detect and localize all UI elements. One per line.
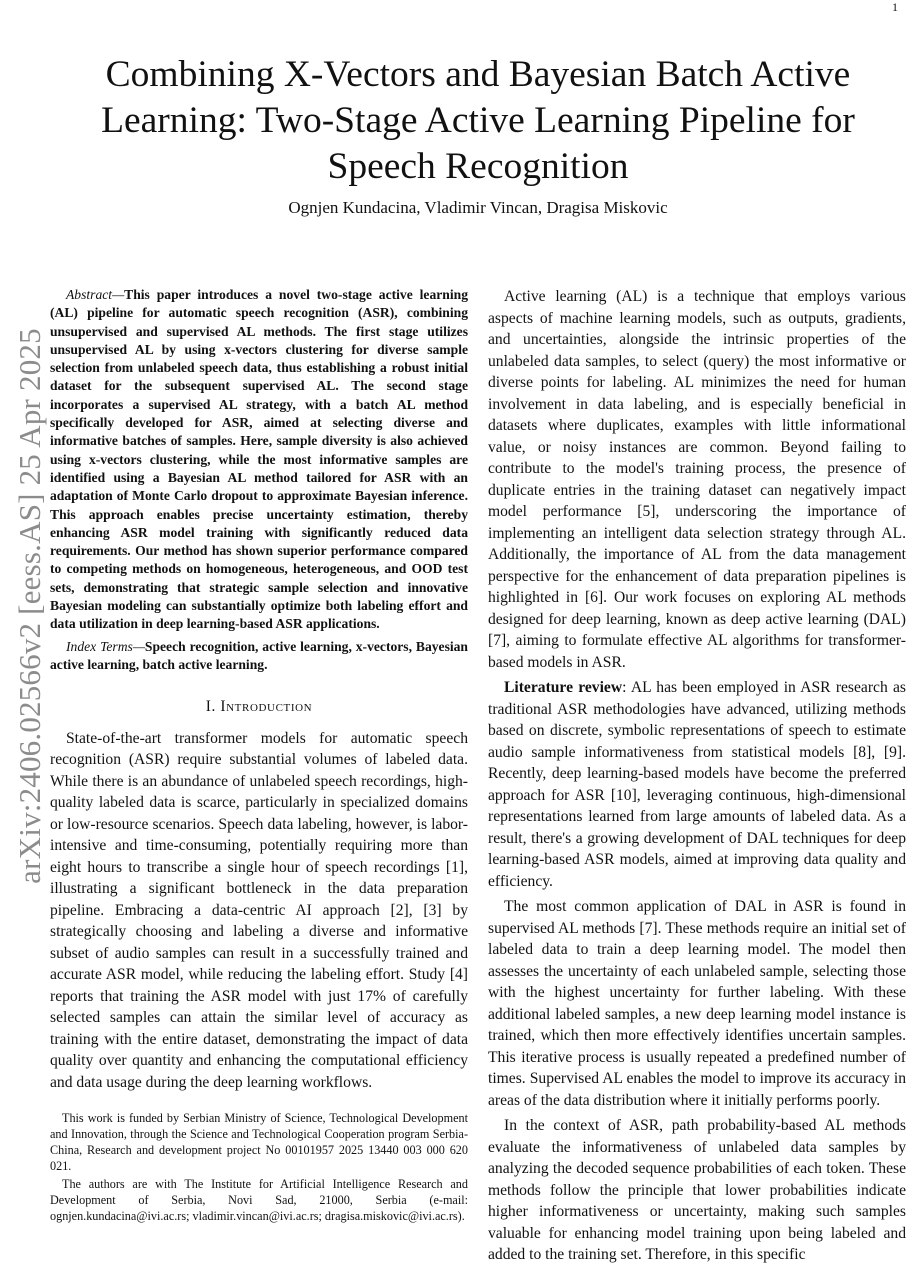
index-terms [50, 638, 468, 675]
left-column [50, 286, 468, 1225]
body-paragraph-supervised-al: The most common application of DAL in ASR is found in supervised AL methods [7]. These methods require an initial set of labeled data to train a deep learning model. The model then assesses the uncertainty of each unlabeled sample, selecting those with the highest uncertainty for further labeling. With these additional labeled samples, a new deep learning model instance is trained, which then more effectively identifies uncertain samples. This iterative process is usually repeated a predefined number of times. Supervised AL enables the model to improve its accuracy in areas of the data distribution where it initially performs poorly. [488, 898, 906, 1109]
index-terms-label: Index Terms— [66, 638, 145, 654]
literature-review-label: Literature review [504, 679, 623, 696]
index-terms-text: Speech recognition, active learning, x-vectors, Bayesian active learning, batch active learning. [50, 638, 468, 672]
right-column [488, 286, 906, 1266]
author-list: Ognjen Kundacina, Vladimir Vincan, Dragisa Miskovic [288, 198, 668, 217]
literature-review-text: : AL has been employed in ASR research as traditional ASR methodologies have advanced, utilizing methods based on discrete, symbolic representations of speech to estimate audio sample informativeness from statistical models [8], [9]. Recently, deep learning-based models have become the preferred approach for ASR [10], leveraging continuous, high-dimensional representations learned from large amounts of labeled data. As a result, there's a growing development of DAL techniques for deep learning-based ASR models, aimed at improving data quality and efficiency. [488, 679, 906, 890]
body-paragraph-literature-review [488, 677, 906, 892]
abstract-label: Abstract— [66, 287, 125, 302]
arxiv-identifier-stamp: arXiv:2406.02566v2 [eess.AS] 25 Apr 2025 [12, 328, 47, 884]
page-number: 1 [892, 0, 898, 14]
intro-paragraph: State-of-the-art transformer models for automatic speech recognition (ASR) require substantial volumes of labeled data. While there is an abundance of unlabeled speech recordings, high-quality labeled data is scarce, particularly in specialized domains or low-resource scenarios. Speech data labeling, however, is labor-intensive and time-consuming, potentially requiring more than eight hours to transcribe a single hour of speech recordings [1], illustrating a significant bottleneck in the data preparation pipeline. Embracing a data-centric AI approach [2], [3] by strategically choosing and labeling a diverse and informative subset of audio samples can result in a successfully trained and accurate ASR model, while reducing the labeling effort. Study [4] reports that training the ASR model with just 17% of carefully selected samples can attain the similar level of accuracy as training with the entire dataset, demonstrating the impact of data quality over quantity and enhancing the computational efficiency and data usage during the deep learning workflows. [50, 729, 468, 1091]
abstract [50, 286, 468, 634]
body-paragraph-active-learning: Active learning (AL) is a technique that employs various aspects of machine learning models, such as outputs, gradients, and uncertainties, alongside the intrinsic properties of the unlabeled data samples, to select (query) the most informative or diverse points for labeling. AL minimizes the need for human involvement in data labeling, and is especially beneficial in datasets where duplicates, examples with little informational value, or noisy instances are common. Beyond failing to contribute to the model's training process, the presence of duplicate entries in the training dataset can negatively impact model performance [5], underscoring the importance of implementing an intelligent data selection strategy through AL. Additionally, the importance of AL from the data management perspective for the enhancement of data preparation pipelines is highlighted in [6]. Our work focuses on exploring AL methods designed for deep learning, known as deep active learning (DAL) [7], aiming to formulate effective AL algorithms for transformer-based models in ASR. [488, 288, 906, 671]
body-paragraph-path-probability: In the context of ASR, path probability-based AL methods evaluate the informativeness of unlabeled data samples by analyzing the decoded sequence probabilities of each token. These methods follow the principle that lower probabilities indicate higher informativeness or uncertainty, making such samples valuable for enhancing model training upon being labeled and added to the training set. Therefore, in this specific [488, 1117, 906, 1263]
section-heading-introduction: I. Introduction [205, 698, 313, 716]
footnote-affiliation: The authors are with The Institute for Artificial Intelligence Research and Development of Serbia, Novi Sad, 21000, Serbia (e-mail: ognjen.kundacina@ivi.ac.rs; vladimir.vincan@ivi.ac.rs; dragisa.miskovic@ivi.ac.rs). [50, 1177, 468, 1224]
paper-title: Combining X-Vectors and Bayesian Batch Active Learning: Two-Stage Active Learning Pipeline for Speech Recognition [101, 54, 855, 187]
abstract-text: This paper introduces a novel two-stage active learning (AL) pipeline for automatic speech recognition (ASR), combining unsupervised and supervised AL methods. The first stage utilizes unsupervised AL by using x-vectors clustering for diverse sample selection from unlabeled speech data, thus establishing a robust initial dataset for the subsequent supervised AL. The second stage incorporates a supervised AL strategy, with a batch AL method specifically developed for ASR, aimed at selecting diverse and informative batches of samples. Here, sample diversity is also achieved using x-vectors clustering, while the most informative samples are identified using a Bayesian AL method tailored for ASR with an adaptation of Monte Carlo dropout to approximate Bayesian inference. This approach enables precise uncertainty estimation, thereby enhancing ASR model training with significantly reduced data requirements. Our method has shown superior performance compared to competing methods on homogeneous, heterogeneous, and OOD test sets, demonstrating that strategic sample selection and innovative Bayesian modeling can substantially optimize both labeling effort and data utilization in deep learning-based ASR applications. [50, 287, 468, 632]
footnotes [50, 1111, 468, 1225]
footnote-funding: This work is funded by Serbian Ministry of Science, Technological Development and Innovation, through the Science and Technological Cooperation program Serbia-China, Research and development project No 00101957 2025 13440 003 000 620 021. [50, 1111, 468, 1173]
